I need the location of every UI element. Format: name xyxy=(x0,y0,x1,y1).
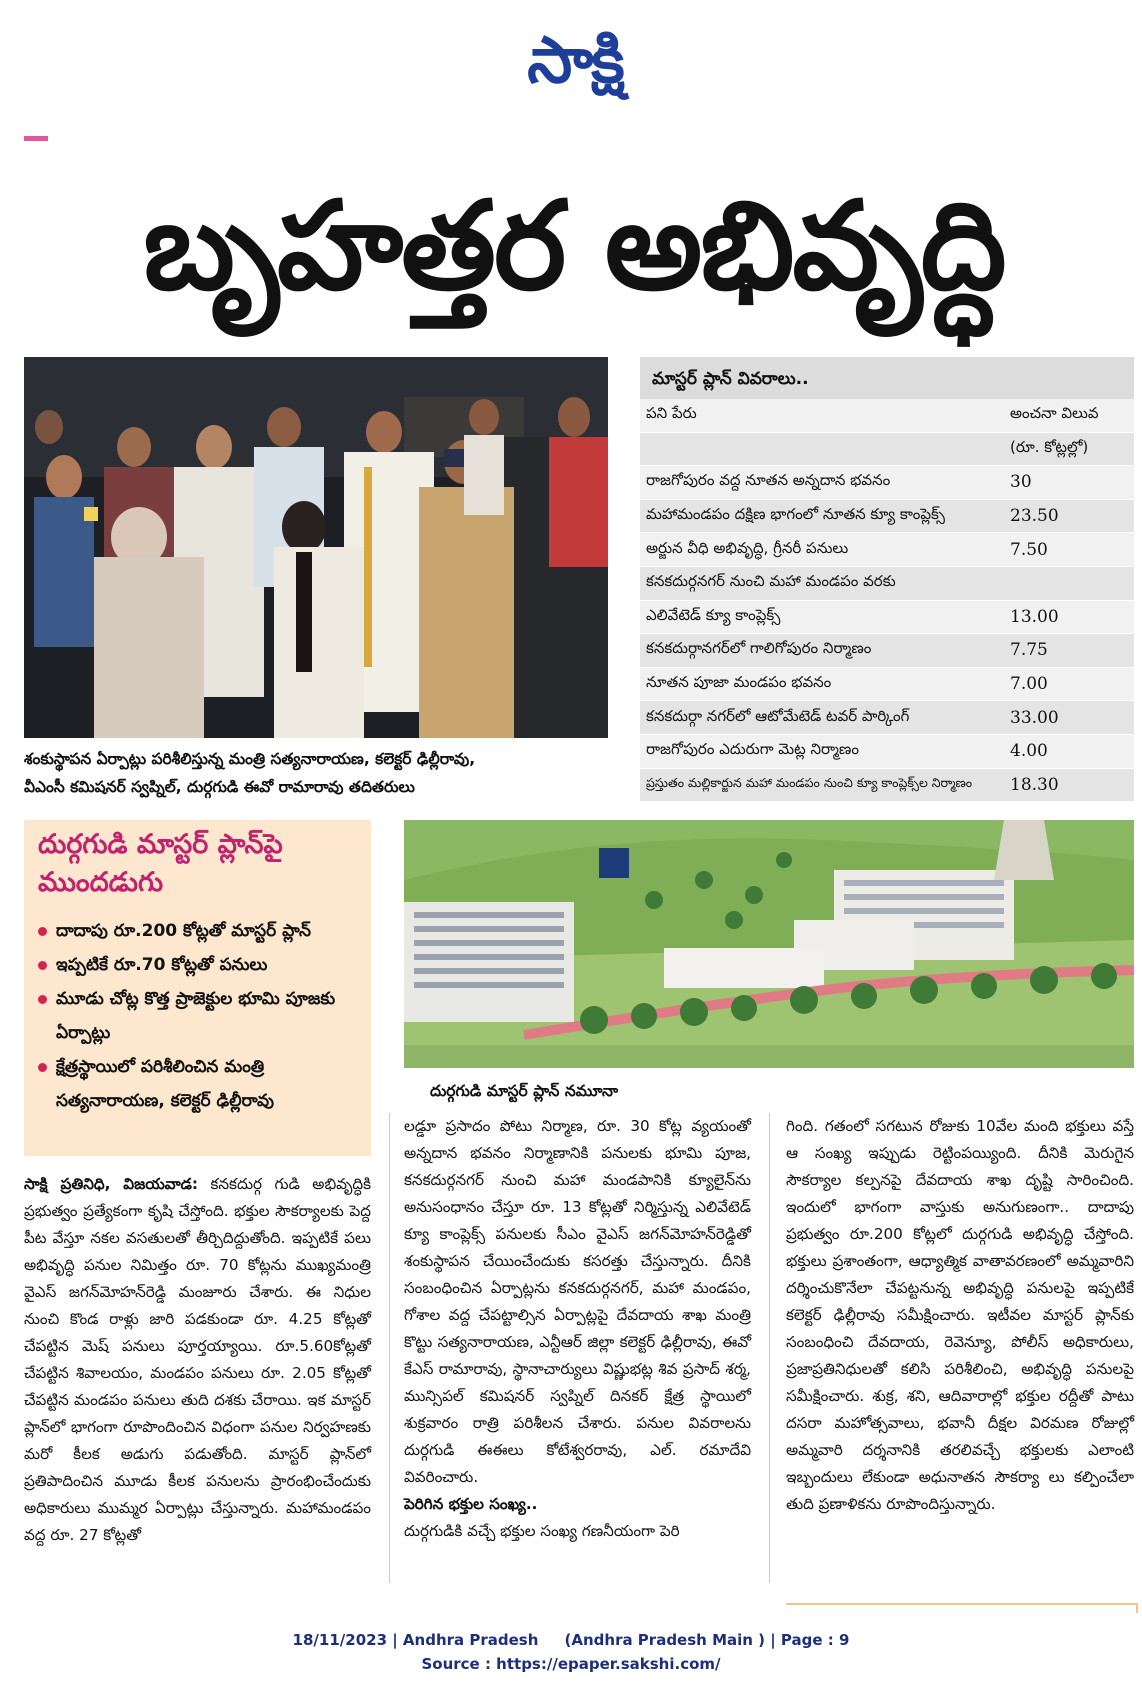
article-text: గింది. గతంలో సగటున రోజుకు 10వేల మంది భక్తులు వస్తే ఆ సంఖ్య ఇప్పుడు రెట్టింపయ్యింది. దీనికి మెరుగైన సౌకర్యాల కల్పనపై దేవదాయ శాఖ దృష్టి సారించింది. ఇందులో భాగంగా వాస్తుకు అనుగుణంగా.. దాదాపు ప్రభుత్వం రూ.200 కోట్లలో దుర్గగుడి అభివృద్ధి చేస్తోంది. భక్తులు ప్రశాంతంగా, ఆధ్యాత్మిక వాతావరణంలో అమ్మవారిని దర్శించుకొనేలా చేపట్టనున్న అభివృద్ధి పనులపై ఇప్పటికే కలెక్టర్ ఢిల్లీరావు సమీక్షించారు. ఇటీవల మాస్టర్ ప్లాన్‌కు సంబంధించి దేవదాయ, రెవెన్యూ, పోలీస్ అధికారులు, ప్రజాప్రతినిధులతో కలిసి పరిశీలించి, అభివృద్ధి పనులపై సమీక్షించారు. శుక్ర, శని, ఆదివారాల్లో భక్తుల రద్దీతో పాటు దసరా మహోత్సవాలు, భవానీ దీక్షల విరమణ రోజుల్లో అమ్మవారి దర్శనానికి తరలివచ్చే భక్తులకు ఎలాంటి ఇబ్బందులు లేకుండా అధునాతన సౌకర్యా లు కల్పించేలా తుది ప్రణాళికను రూపొందిస్తున్నారు. xyxy=(786,1117,1134,1513)
row-value: 7.00 xyxy=(1004,667,1134,701)
table-title: మాస్టర్ ప్లాన్ వివరాలు.. xyxy=(640,357,1134,399)
list-item xyxy=(34,1050,366,1118)
table-row xyxy=(640,734,1134,768)
footer-source-link[interactable]: Source : https://epaper.sakshi.com/ xyxy=(421,1655,721,1673)
list-item xyxy=(34,914,366,948)
table-row xyxy=(640,499,1134,533)
row-work: ప్రస్తుతం మల్లికార్జున మహా మండపం నుంచి క్యూ కాంప్లెక్స్‌ల నిర్మాణం xyxy=(640,768,1004,802)
row-work: మహామండపం దక్షిణ భాగంలో నూతన క్యూ కాంప్లెక్స్ xyxy=(640,499,1004,533)
caption-line-1: శంకుస్థాపన ఏర్పాట్లు పరిశీలిస్తున్న మంత్రి సత్యనారాయణ, కలెక్టర్ ఢిల్లీరావు, xyxy=(24,750,476,768)
row-value xyxy=(1004,566,1134,600)
row-work: అర్జున వీధి అభివృద్ధి, గ్రీనరీ పనులు xyxy=(640,533,1004,567)
photo-inspection-caption xyxy=(24,745,624,801)
list-item-text: దాదాపు రూ.200 కోట్లతో మాస్టర్ ప్లాన్ xyxy=(56,921,311,941)
header-unit: (రూ. కోట్లల్లో) xyxy=(1004,432,1134,466)
list-item xyxy=(34,982,366,1050)
article-text: లడ్డూ ప్రసాదం పోటు నిర్మాణ, రూ. 30 కోట్ల వ్యయంతో అన్నదాన భవనం నిర్మాణానికి పనులకు భూమి పూజ, కనకదుర్గనగర్ నుంచి మహా మండపానికి క్యూలైన్‌ను అనుసంధానం చేస్తూ రూ. 13 కోట్లతో నిర్మిస్తున్న ఎలివేటెడ్ క్యూ కాంప్లెక్స్ పనులకు సీఎం వైఎస్ జగన్‌మోహన్‌రెడ్డితో శంకుస్థాపన చేయించేందుకు కసరత్తు చేస్తున్నారు. దీనికి సంబంధించిన ఏర్పాట్లను కనకదుర్గనగర్, మహా మండపం, గోశాల వద్ద చేపట్టాల్సిన ఏర్పాట్లపై దేవదాయ శాఖ మంత్రి కొట్టు సత్యనారాయణ, ఎన్టీఆర్ జిల్లా కలెక్టర్ ఢిల్లీరావు, ఈవో కేఎస్ రామారావు, స్థానాచార్యులు విష్ణుభట్ల శివ ప్రసాద్ శర్మ, మున్సిపల్ కమిషనర్ స్వప్నిల్ దినకర్ క్షేత్ర స్థాయిలో శుక్రవారం రాత్రి పరిశీలన చేశారు. పనుల వివరాలను దుర్గగుడి ఈఈలు కోటేశ్వరరావు, ఎల్. రమాదేవి వివరించారు. xyxy=(404,1117,751,1486)
row-work: నూతన పూజా మండపం భవనం xyxy=(640,667,1004,701)
footer-edition: 18/11/2023 | Andhra Pradesh (Andhra Pradesh Main ) | Page : 9 xyxy=(292,1631,850,1649)
list-item-text: మూడు చోట్ల కొత్త ప్రాజెక్టుల భూమి పూజకు ఏర్పాట్లు xyxy=(56,989,336,1043)
list-item-text: ఇప్పటికే రూ.70 కోట్లతో పనులు xyxy=(56,955,268,975)
table-row xyxy=(640,768,1134,802)
row-work: కనకదుర్గానగర్‌లో గాలిగోపురం నిర్మాణం xyxy=(640,634,1004,668)
subheading: పెరిగిన భక్తుల సంఖ్య.. xyxy=(404,1495,538,1513)
table-row xyxy=(640,701,1134,735)
row-value: 4.00 xyxy=(1004,734,1134,768)
table-header-unit-row xyxy=(640,432,1134,466)
photo-model-caption: దుర్గగుడి మాస్టర్ ప్లాన్ నమూనా xyxy=(430,1082,619,1100)
accent-dash xyxy=(24,136,48,141)
bullet-icon xyxy=(38,961,47,970)
row-work: ఎలివేటెడ్ క్యూ కాంప్లెక్స్ xyxy=(640,600,1004,634)
highlight-box xyxy=(24,820,371,1156)
headline: బృహత్తర అభివృద్ధి xyxy=(143,173,1005,317)
article-column-3 xyxy=(786,1113,1134,1518)
list-item-text: క్షేత్రస్థాయిలో పరిశీలించిన మంత్రి సత్యనారాయణ, కలెక్టర్ ఢిల్లీరావు xyxy=(56,1057,274,1111)
column-divider xyxy=(769,1113,770,1583)
table-row xyxy=(640,634,1134,668)
header-blank xyxy=(640,432,1004,466)
caption-line-2: వీఎంసీ కమిషనర్ స్వప్నిల్, దుర్గగుడి ఈవో రామారావు తదితరులు xyxy=(24,778,415,796)
article-text: కనకదుర్గ గుడి అభివృద్ధికి ప్రభుత్వం ప్రత్యేకంగా కృషి చేస్తోంది. భక్తుల సౌకర్యాలకు పెద్ద పీట వేస్తూ నకల వసతులతో తీర్చిదిద్దుతోంది. ఇప్పటికే పలు అభివృద్ధి పనుల నిమిత్తం రూ. 70 కోట్లను ముఖ్యమంత్రి వైఎస్ జగన్‌మోహన్‌రెడ్డి మంజూరు చేశారు. ఈ నిధుల నుంచి కొండ రాళ్లు జారి పడకుండా రూ. 4.25 కోట్లతో చేపట్టిన మెష్ పనులు పూర్తయ్యాయి. రూ.5.60కోట్లతో చేపట్టిన శివాలయం, మండపం పనులు రూ. 2.05 కోట్లతో చేపట్టిన మండపం పనులు తుది దశకు చేరాయి. ఇక మాస్టర్ ప్లాన్‌లో భాగంగా రూపొందించిన విధంగా పనుల నిర్వహణకు మరో కీలక అడుగు పడుతోంది. మాస్టర్ ప్లాన్‌లో ప్రతిపాదించిన మూడు కీలక పనులను ప్రారంభించేందుకు అధికారులు ముమ్మర ఏర్పాట్లు చేస్తున్నారు. మహామండపం వద్ద రూ. 27 కోట్లతో xyxy=(24,1175,371,1544)
article-end-mark xyxy=(786,1603,1138,1613)
bullet-icon xyxy=(38,927,47,936)
list-item xyxy=(34,948,366,982)
table-row xyxy=(640,566,1134,600)
article-text: దుర్గగుడికి వచ్చే భక్తుల సంఖ్య గణనీయంగా పెరి xyxy=(404,1522,680,1540)
table-header-row xyxy=(640,399,1134,432)
photo-master-plan-model xyxy=(404,820,1134,1068)
row-value: 18.30 xyxy=(1004,768,1134,802)
bullet-icon xyxy=(38,995,47,1004)
table-row xyxy=(640,466,1134,500)
row-work: రాజగోపురం ఎదురుగా మెట్ల నిర్మాణం xyxy=(640,734,1004,768)
table-row xyxy=(640,533,1134,567)
row-work: రాజగోపురం వద్ద నూతన అన్నదాన భవనం xyxy=(640,466,1004,500)
dateline: సాక్షి ప్రతినిధి, విజయవాడ: xyxy=(24,1175,198,1193)
highlight-list xyxy=(34,914,366,1118)
row-value: 23.50 xyxy=(1004,499,1134,533)
row-value: 30 xyxy=(1004,466,1134,500)
bullet-icon xyxy=(38,1063,47,1072)
photo-inspection xyxy=(24,357,608,738)
table-row xyxy=(640,667,1134,701)
masthead-logo: సాక్షి xyxy=(527,24,623,98)
row-work: కనకదుర్గా నగర్‌లో ఆటోమేటెడ్ టవర్ పార్కింగ్ xyxy=(640,701,1004,735)
master-plan-table xyxy=(640,357,1134,802)
row-value: 7.75 xyxy=(1004,634,1134,668)
row-value: 7.50 xyxy=(1004,533,1134,567)
highlight-title: దుర్గగుడి మాస్టర్ ప్లాన్‌పై ముందడుగు xyxy=(38,829,283,898)
column-divider xyxy=(389,1113,390,1583)
article-column-1 xyxy=(24,1171,371,1549)
table-row xyxy=(640,600,1134,634)
article-column-2 xyxy=(404,1113,751,1545)
header-work: పని పేరు xyxy=(640,399,1004,432)
row-work: కనకదుర్గనగర్ నుంచి మహా మండపం వరకు xyxy=(640,566,1004,600)
page-footer xyxy=(0,1628,1142,1676)
row-value: 33.00 xyxy=(1004,701,1134,735)
header-value: అంచనా విలువ xyxy=(1004,399,1134,432)
row-value: 13.00 xyxy=(1004,600,1134,634)
